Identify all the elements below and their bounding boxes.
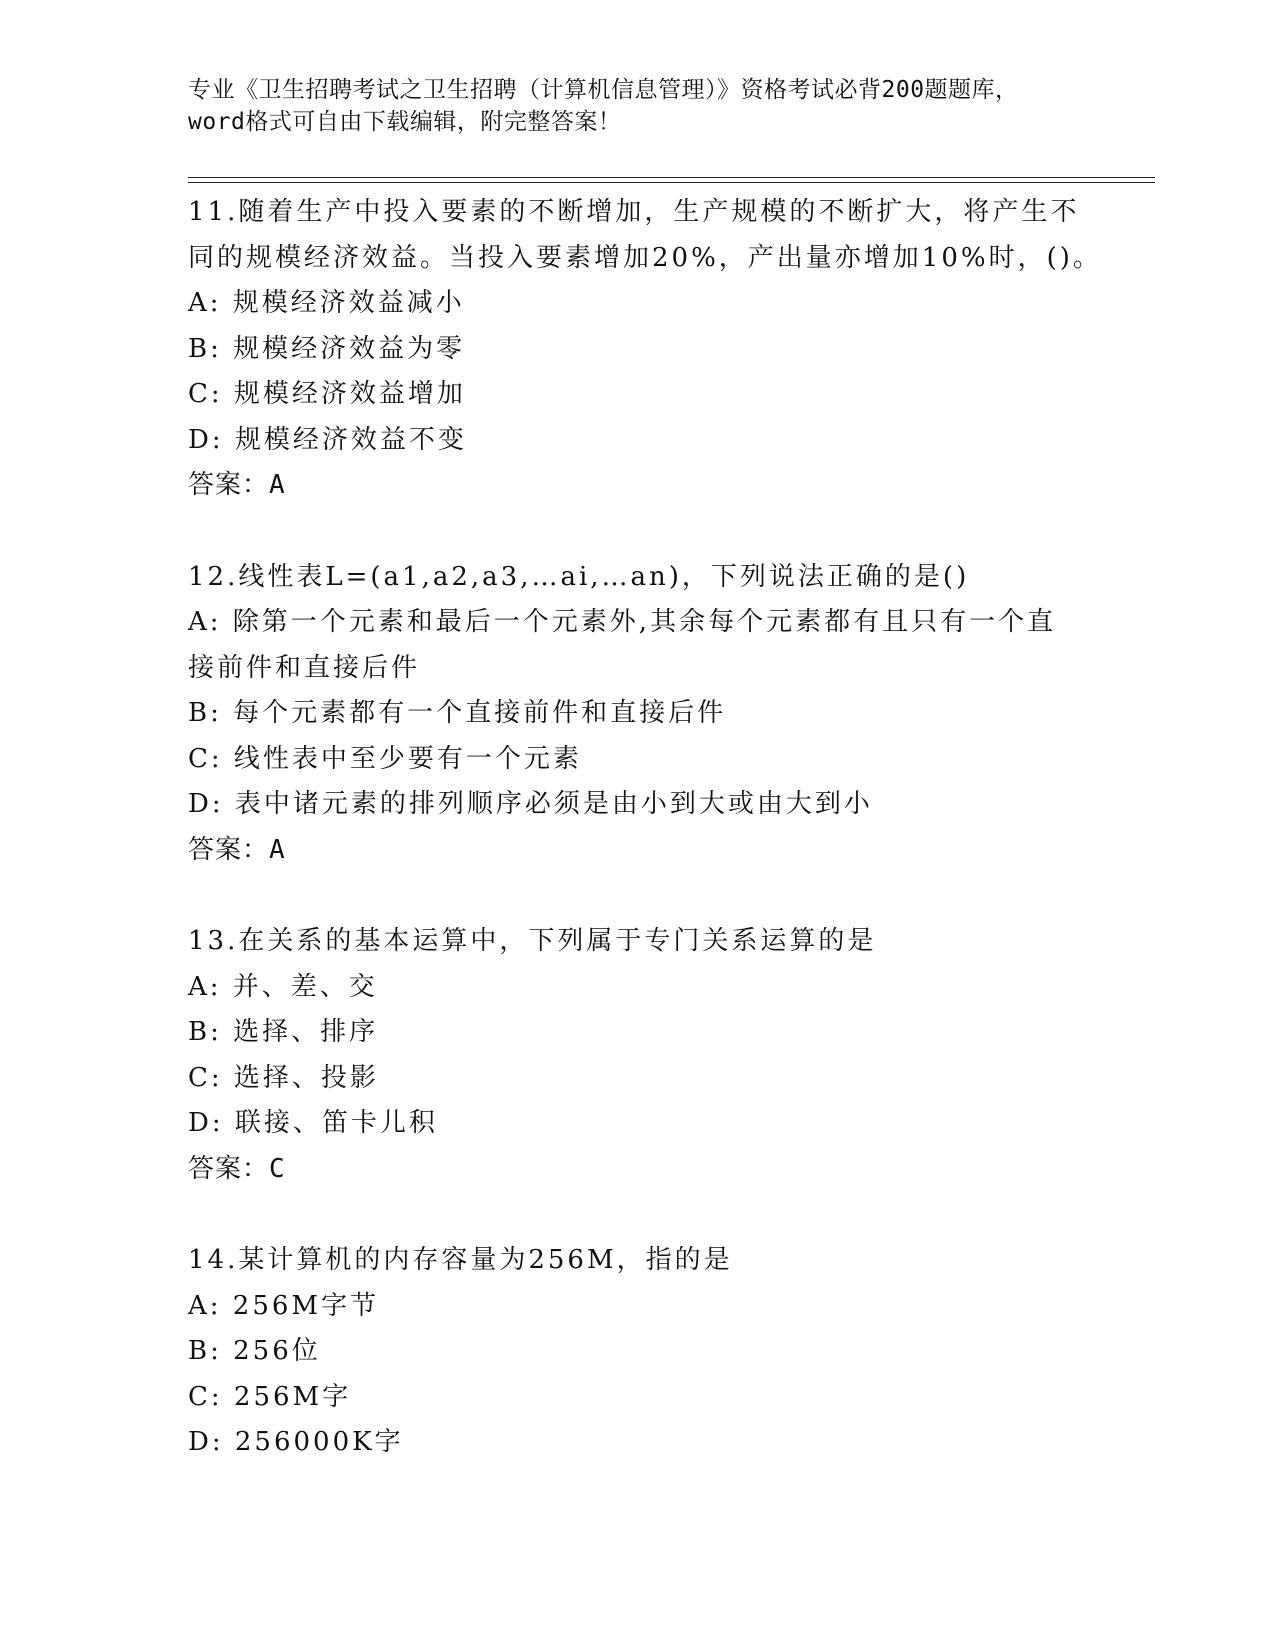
question-stem-line: 12.线性表L=(a1,a2,a3,…ai,…an)，下列说法正确的是() — [188, 561, 970, 592]
option-c: C: 选择、投影 — [188, 1062, 379, 1093]
header-divider-thin — [188, 182, 1155, 183]
option-a: A: 规模经济效益减小 — [188, 288, 465, 318]
option-d: D: 256000K字 — [188, 1427, 404, 1457]
question-12 — [188, 555, 1088, 874]
option-b: B: 每个元素都有一个直接前件和直接后件 — [188, 698, 727, 728]
question-stem-line: 11.随着生产中投入要素的不断增加，生产规模的不断扩大，将产生不 — [188, 197, 1080, 227]
header-divider-thick — [188, 177, 1155, 178]
answer-value: C — [269, 1153, 285, 1184]
option-d: D: 联接、笛卡儿积 — [188, 1108, 438, 1138]
question-list — [188, 190, 1102, 1512]
answer-label: 答案： — [188, 470, 270, 500]
option-c: C: 线性表中至少要有一个元素 — [188, 743, 582, 774]
option-a: A: 并、差、交 — [188, 971, 378, 1002]
answer-label: 答案： — [188, 834, 270, 865]
option-b: B: 规模经济效益为零 — [188, 333, 466, 364]
document-header — [188, 74, 1088, 138]
question-14 — [188, 1238, 1088, 1466]
option-c: C: 256M字 — [188, 1381, 352, 1412]
option-b: B: 256位 — [188, 1336, 321, 1366]
question-stem-line: 13.在关系的基本运算中，下列属于专门关系运算的是 — [188, 926, 877, 956]
option-a-continued: 接前件和直接后件 — [188, 652, 421, 683]
answer-value: A — [269, 470, 285, 500]
answer-line — [188, 1147, 1088, 1193]
option-d: D: 表中诸元素的排列顺序必须是由小到大或由大到小 — [188, 789, 873, 819]
answer-line — [188, 828, 1088, 874]
header-title-line-2: word格式可自由下载编辑，附完整答案！ — [188, 109, 622, 135]
option-a: A: 除第一个元素和最后一个元素外,其余每个元素都有且只有一个直 — [188, 607, 1057, 637]
option-b: B: 选择、排序 — [188, 1017, 379, 1047]
question-stem-line: 同的规模经济效益。当投入要素增加20%，产出量亦增加10%时，()。 — [188, 242, 1102, 273]
header-title-line-1: 专业《卫生招聘考试之卫生招聘（计算机信息管理）》资格考试必背200题题库， — [188, 77, 1019, 103]
question-11 — [188, 190, 1102, 509]
option-c: C: 规模经济效益增加 — [188, 379, 466, 409]
question-stem-line: 14.某计算机的内存容量为256M，指的是 — [188, 1245, 733, 1275]
question-13 — [188, 919, 1088, 1192]
answer-label: 答案： — [188, 1153, 270, 1184]
option-a: A: 256M字节 — [188, 1290, 380, 1321]
option-d: D: 规模经济效益不变 — [188, 424, 467, 455]
answer-value: A — [269, 834, 285, 865]
answer-line — [188, 463, 1088, 509]
